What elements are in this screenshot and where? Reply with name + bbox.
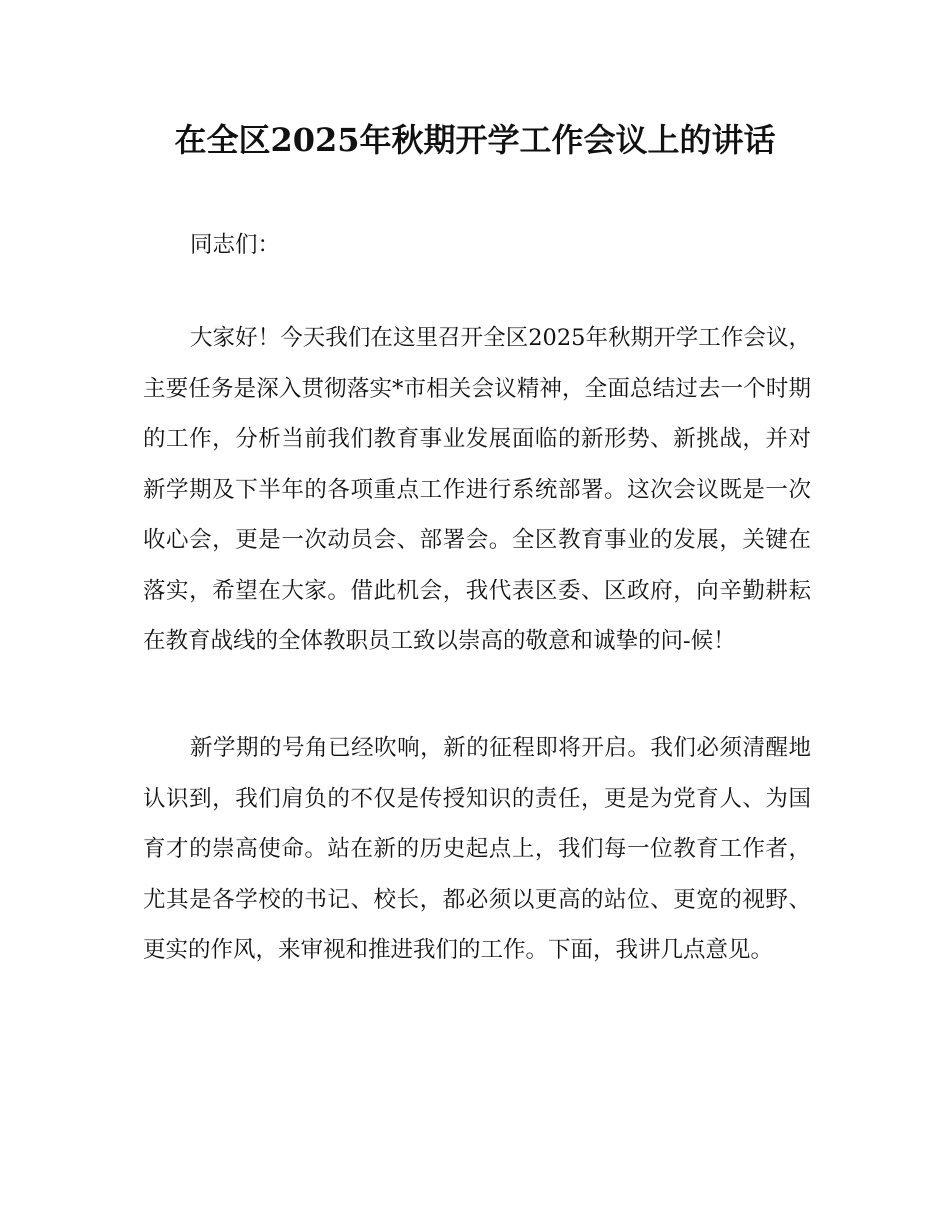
document-title: 在全区2025年秋期开学工作会议上的讲话 (174, 121, 776, 159)
greeting-line: 同志们： (190, 232, 281, 258)
paragraph-opening: 大家好！今天我们在这里召开全区2025年秋期开学工作会议，主要任务是深入贯彻落实*市相关会议精神，全面总结过去一个时期的工作，分析当前我们教育事业发展面临的新形势、新挑战，并对新学期及下半年的各项重点工作进行系统部署。这次会议既是一次收心会，更是一次动员会、部署会。全区教育事业的发展，关键在落实，希望在大家。借此机会，我代表区委、区政府，向辛勤耕耘在教育战线的全体教职员工致以崇高的敬意和诚挚的问-候！ (143, 325, 811, 654)
paragraph-mission: 新学期的号角已经吹响，新的征程即将开启。我们必须清醒地认识到，我们肩负的不仅是传授知识的责任，更是为党育人、为国育才的崇高使命。站在新的历史起点上，我们每一位教育工作者，尤其是各学校的书记、校长，都必须以更高的站位、更宽的视野、更实的作风，来审视和推进我们的工作。下面，我讲几点意见。 (143, 735, 811, 963)
